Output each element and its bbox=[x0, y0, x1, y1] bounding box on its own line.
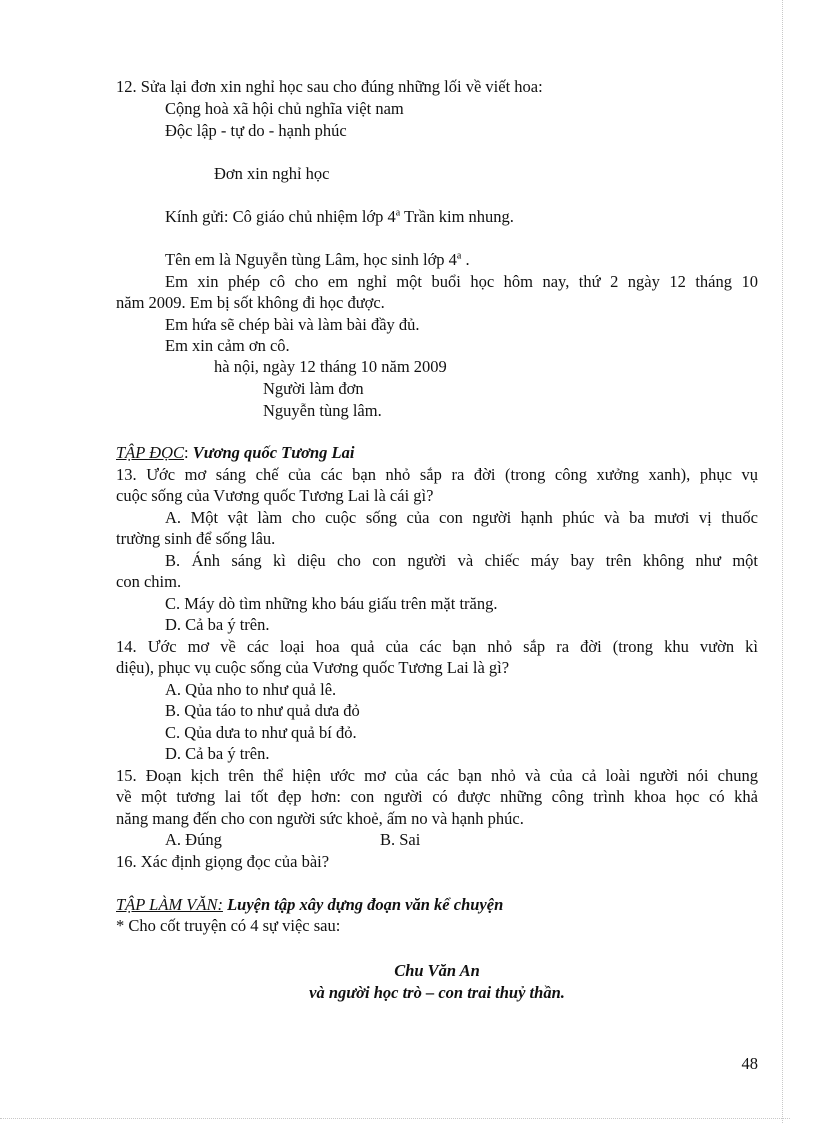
q15-line2: về một tương lai tốt đẹp hơn: con người có được những công trình khoa học có khả bbox=[116, 787, 758, 806]
page-edge-right bbox=[782, 0, 783, 1123]
tap-doc-colon: : bbox=[184, 443, 193, 462]
tap-doc-label: TẬP ĐỌC bbox=[116, 443, 184, 462]
q12-doc-title: Đơn xin nghỉ học bbox=[214, 164, 330, 183]
q13-option-b-line2: con chim. bbox=[116, 572, 182, 591]
tap-lam-van-intro: * Cho cốt truyện có 4 sự việc sau: bbox=[116, 916, 341, 935]
page-number: 48 bbox=[741, 1054, 758, 1073]
q15-line3: năng mang đến cho con người sức khoẻ, ấm no và hạnh phúc. bbox=[116, 809, 524, 828]
tap-lam-van-label: TẬP LÀM VĂN: bbox=[116, 895, 223, 914]
kinh-gui-name: Trần kim nhung. bbox=[400, 207, 514, 226]
tap-lam-van-title: Luyện tập xây dựng đoạn văn kể chuyện bbox=[222, 895, 504, 914]
q12-body-line1: Em xin phép cô cho em nghỉ một buổi học hôm nay, thứ 2 ngày 12 tháng 10 bbox=[165, 272, 758, 291]
tap-lam-van-heading bbox=[116, 894, 758, 915]
q13-option-b-line1: B. Ánh sáng kì diệu cho con người và chiếc máy bay trên không như một bbox=[165, 551, 758, 570]
q14-option-b: B. Qủa táo to như quả dưa đỏ bbox=[165, 701, 360, 720]
tap-doc-heading bbox=[116, 442, 758, 463]
q13-option-c: C. Máy dò tìm những kho báu giấu trên mặt trăng. bbox=[165, 594, 498, 613]
q12-signer-label: Người làm đơn bbox=[263, 379, 364, 398]
story-title-line1: Chu Văn An bbox=[394, 961, 480, 980]
ten-sup: a bbox=[456, 250, 462, 262]
q12-intro-name bbox=[165, 249, 758, 270]
q13-line2: cuộc sống của Vương quốc Tương Lai là cái gì? bbox=[116, 486, 434, 505]
q12-motto-line2: Độc lập - tự do - hạnh phúc bbox=[165, 121, 347, 140]
q12-kinh-gui bbox=[165, 206, 758, 227]
q16-line: 16. Xác định giọng đọc của bài? bbox=[116, 852, 330, 871]
q12-title: 12. Sửa lại đơn xin nghỉ học sau cho đúng những lối về viết hoa: bbox=[116, 77, 543, 96]
q12-body-line3: Em hứa sẽ chép bài và làm bài đầy đủ. bbox=[165, 315, 420, 334]
q12-motto-line1: Cộng hoà xã hội chủ nghĩa việt nam bbox=[165, 99, 404, 118]
q12-signer-name: Nguyễn tùng lâm. bbox=[263, 401, 382, 420]
story-title-line2: và người học trò – con trai thuỷ thần. bbox=[309, 983, 565, 1002]
tap-doc-title: Vương quốc Tương Lai bbox=[192, 443, 355, 462]
q15-line1: 15. Đoạn kịch trên thể hiện ước mơ của các bạn nhỏ và của cả loài người nói chung bbox=[116, 766, 758, 785]
q14-option-d: D. Cả ba ý trên. bbox=[165, 744, 270, 763]
q14-option-a: A. Qủa nho to như quả lê. bbox=[165, 680, 337, 699]
q14-line2: diệu), phục vụ cuộc sống của Vương quốc Tương Lai là gì? bbox=[116, 658, 510, 677]
q15-option-b: B. Sai bbox=[380, 830, 421, 849]
q15-option-a: A. Đúng bbox=[165, 830, 222, 849]
q12-body-line2: năm 2009. Em bị sốt không đi học được. bbox=[116, 293, 385, 312]
q13-line1: 13. Ước mơ sáng chế của các bạn nhỏ sắp ra đời (trong công xưởng xanh), phục vụ bbox=[116, 465, 758, 484]
ten-text: Tên em là Nguyễn tùng Lâm, học sinh lớp 4 bbox=[165, 250, 457, 269]
page-edge-bottom bbox=[0, 1118, 790, 1119]
q14-option-c: C. Qủa dưa to như quả bí đỏ. bbox=[165, 723, 357, 742]
ten-post: . bbox=[461, 250, 470, 269]
kinh-gui-sup: a bbox=[395, 207, 401, 219]
kinh-gui-text: Kính gửi: Cô giáo chủ nhiệm lớp 4 bbox=[165, 207, 396, 226]
q14-line1: 14. Ước mơ về các loại hoa quả của các bạn nhỏ sắp ra đời (trong khu vườn kì bbox=[116, 637, 758, 656]
q13-option-a-line2: trường sinh để sống lâu. bbox=[116, 529, 276, 548]
q12-body-line4: Em xin cảm ơn cô. bbox=[165, 336, 290, 355]
q13-option-a-line1: A. Một vật làm cho cuộc sống của con người hạnh phúc và ba mươi vị thuốc bbox=[165, 508, 758, 527]
q12-place-date: hà nội, ngày 12 tháng 10 năm 2009 bbox=[214, 357, 447, 376]
q13-option-d: D. Cả ba ý trên. bbox=[165, 615, 270, 634]
